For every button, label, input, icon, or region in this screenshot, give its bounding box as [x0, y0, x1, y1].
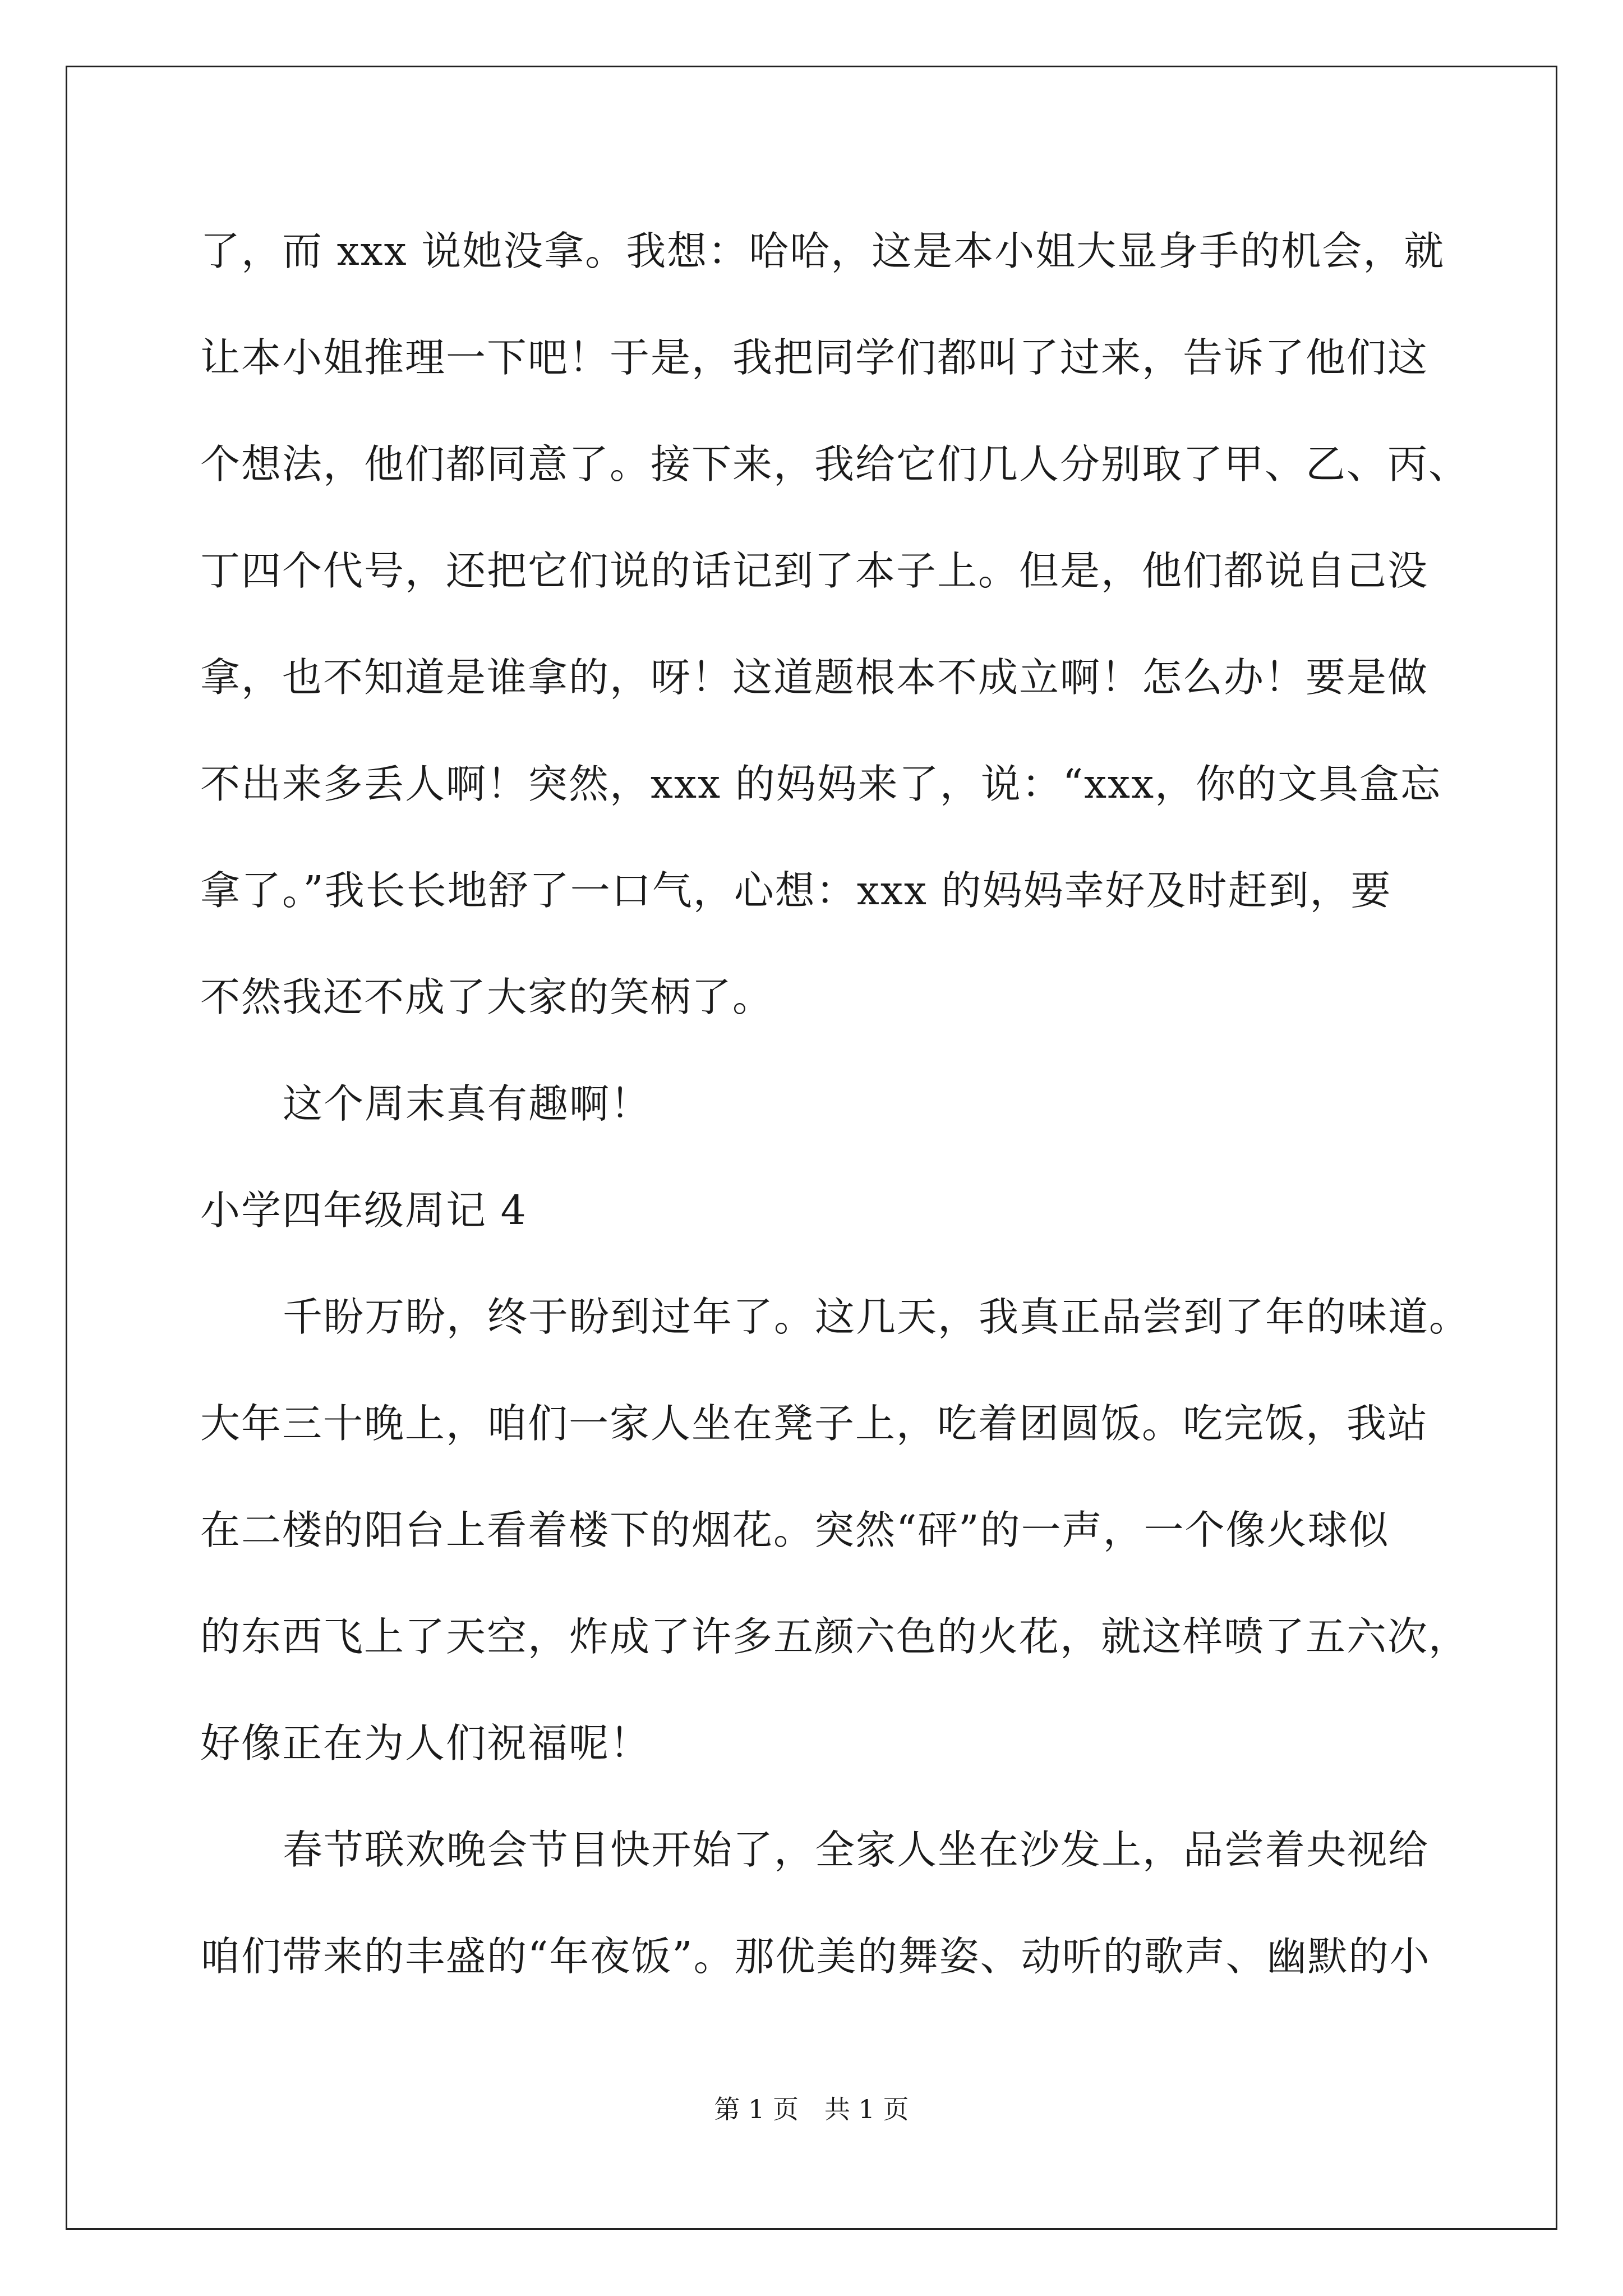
paragraph-line: 咱们带来的丰盛的“年夜饭”。那优美的舞姿、动听的歌声、幽默的小	[200, 1933, 1431, 1980]
paragraph-line: 不然我还不成了大家的笑柄了。	[200, 974, 774, 1020]
paragraph-line: 在二楼的阳台上看着楼下的烟花。突然“砰”的一声，一个像火球似	[200, 1507, 1390, 1553]
paragraph-line: 不出来多丢人啊！突然，xxx 的妈妈来了，说：“xxx，你的文具盒忘	[200, 761, 1442, 807]
paragraph-line: 大年三十晚上，咱们一家人坐在凳子上，吃着团圆饭。吃完饭，我站	[200, 1400, 1429, 1447]
paragraph-line: 了，而 xxx 说她没拿。我想：哈哈，这是本小姐大显身手的机会，就	[200, 228, 1445, 274]
paragraph-line: 的东西飞上了天空，炸成了许多五颜六色的火花，就这样喷了五六次，	[200, 1613, 1470, 1660]
paragraph-line: 让本小姐推理一下吧！于是，我把同学们都叫了过来，告诉了他们这	[200, 334, 1429, 381]
paragraph-line: 这个周末真有趣啊！	[283, 1080, 652, 1127]
paragraph-line: 拿，也不知道是谁拿的，呀！这道题根本不成立啊！怎么办！要是做	[200, 654, 1429, 701]
section-heading: 小学四年级周记 4	[200, 1187, 527, 1234]
paragraph-line: 拿了。”我长长地舒了一口气，心想：xxx 的妈妈幸好及时赶到，要	[200, 867, 1392, 914]
paragraph-line: 好像正在为人们祝福呢！	[200, 1720, 651, 1766]
paragraph-line: 丁四个代号，还把它们说的话记到了本子上。但是，他们都说自己没	[200, 547, 1429, 594]
paragraph-line: 个想法，他们都同意了。接下来，我给它们几人分别取了甲、乙、丙、	[200, 441, 1470, 487]
paragraph-line: 春节联欢晚会节目快开始了，全家人坐在沙发上，品尝着央视给	[283, 1826, 1430, 1873]
page-border	[66, 66, 1557, 2230]
paragraph-line: 千盼万盼，终于盼到过年了。这几天，我真正品尝到了年的味道。	[283, 1294, 1470, 1340]
page-footer: 第 1 页 共 1 页	[714, 2094, 909, 2124]
